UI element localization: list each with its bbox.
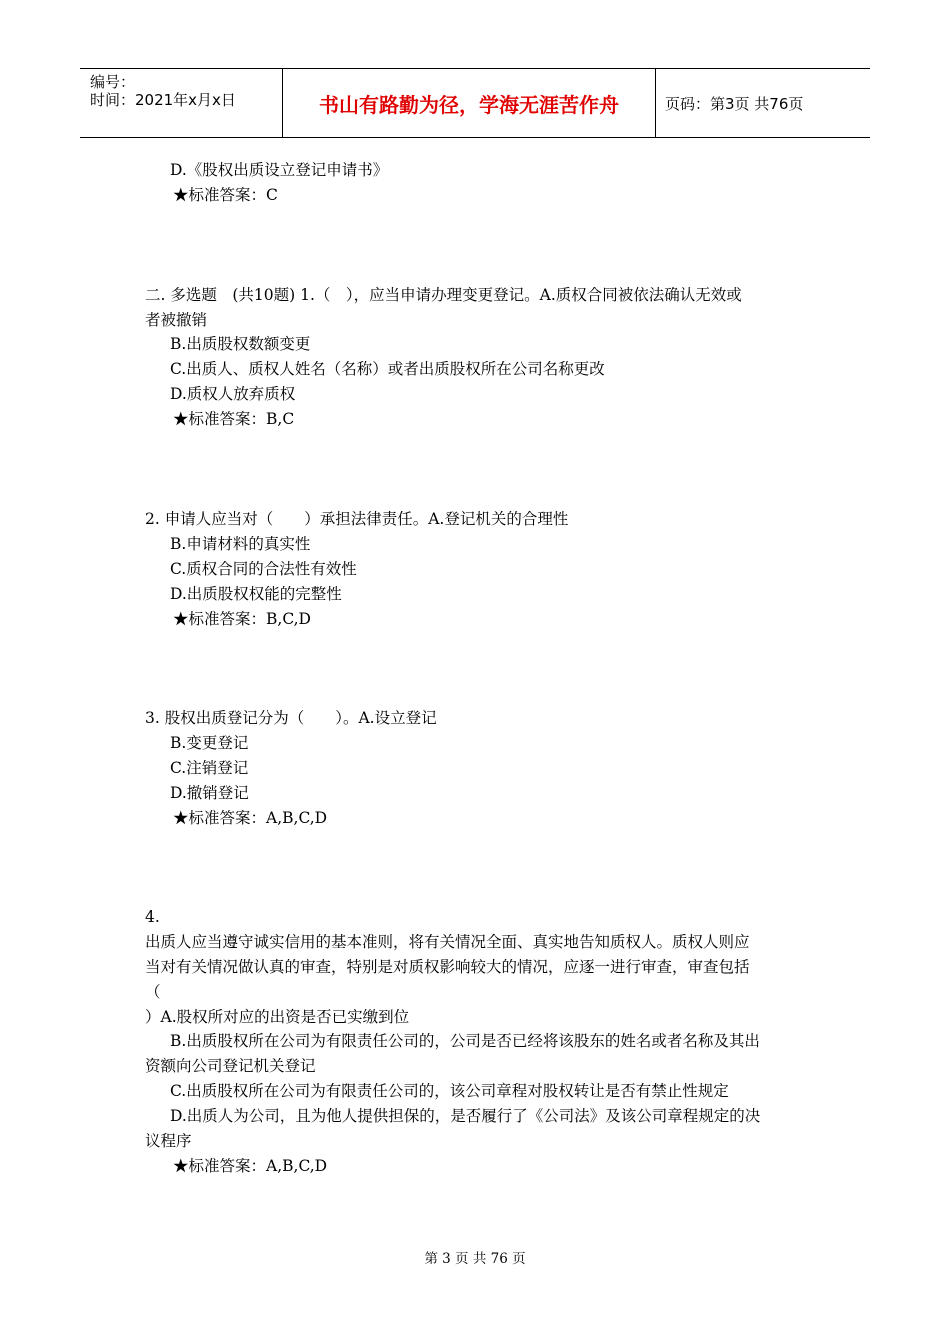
option-line: D.撤销登记 [170, 784, 249, 802]
option-continuation: 议程序 [145, 1132, 192, 1150]
option-line: D.质权人放弃质权 [170, 385, 296, 403]
document-date: 时间：2021年x月x日 [90, 91, 236, 109]
option-continuation: 资额向公司登记机关登记 [145, 1057, 316, 1075]
header-page-info: 页码：第3页 共76页 [665, 95, 804, 113]
page-header [80, 68, 870, 138]
question-line: （ [145, 983, 161, 1001]
question-line: 2. 申请人应当对（ ）承担法律责任。A.登记机关的合理性 [145, 510, 569, 528]
option-line: B.申请材料的真实性 [170, 535, 311, 553]
question-continuation: 者被撤销 [145, 311, 208, 329]
header-motto-cell [283, 69, 656, 137]
option-line: D.《股权出质设立登记申请书》 [170, 161, 389, 179]
option-line: B.出质股权数额变更 [170, 335, 311, 353]
option-line: ）A.股权所对应的出资是否已实缴到位 [145, 1008, 410, 1026]
answer-line: ★标准答案：C [173, 186, 278, 204]
option-line: D.出质股权权能的完整性 [170, 585, 342, 603]
option-line: C.出质股权所在公司为有限责任公司的，该公司章程对股权转让是否有禁止性规定 [170, 1082, 729, 1100]
header-info-cell [80, 69, 283, 137]
option-line: C.出质人、质权人姓名（名称）或者出质股权所在公司名称更改 [170, 360, 605, 378]
header-page-cell [656, 69, 870, 137]
answer-line: ★标准答案：A,B,C,D [173, 1157, 328, 1175]
option-line: C.注销登记 [170, 759, 249, 777]
section-heading-question: 二. 多选题 (共10题) 1.（ ），应当申请办理变更登记。A.质权合同被依法确认无效或 [145, 286, 742, 304]
question-line: 当对有关情况做认真的审查，特别是对质权影响较大的情况，应逐一进行审查，审查包括 [145, 958, 750, 976]
question-line: 出质人应当遵守诚实信用的基本准则，将有关情况全面、真实地告知质权人。质权人则应 [145, 933, 750, 951]
answer-line: ★标准答案：B,C,D [173, 610, 311, 628]
page-footer: 第 3 页 共 76 页 [424, 1251, 526, 1267]
option-line: D.出质人为公司，且为他人提供担保的，是否履行了《公司法》及该公司章程规定的决 [170, 1107, 761, 1125]
option-line: C.质权合同的合法性有效性 [170, 560, 357, 578]
answer-line: ★标准答案：A,B,C,D [173, 809, 328, 827]
question-number: 4. [145, 908, 160, 926]
document-number-label: 编号： [90, 73, 136, 91]
option-line: B.出质股权所在公司为有限责任公司的，公司是否已经将该股东的姓名或者名称及其出 [170, 1032, 760, 1050]
motto-text: 书山有路勤为径，学海无涯苦作舟 [319, 93, 619, 117]
question-line: 3. 股权出质登记分为（ ）。A.设立登记 [145, 709, 437, 727]
answer-line: ★标准答案：B,C [173, 410, 295, 428]
option-line: B.变更登记 [170, 734, 249, 752]
